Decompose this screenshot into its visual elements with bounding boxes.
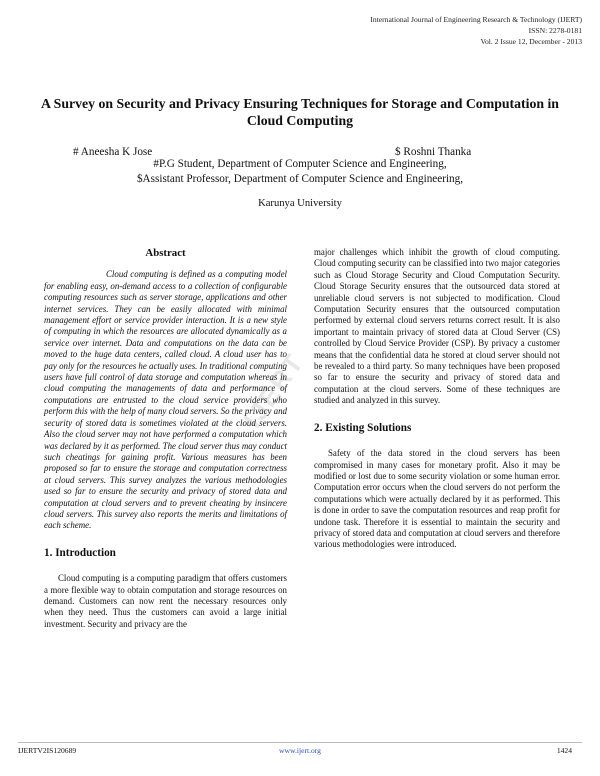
abstract-heading: Abstract bbox=[145, 247, 186, 259]
right-column bbox=[314, 247, 560, 551]
journal-header bbox=[370, 14, 582, 47]
left-column bbox=[44, 248, 287, 630]
existing-solutions-text: Safety of the data stored in the cloud servers has been compromised in many cases for monetary profit. Also it may be modified or lost due to some security violation or some human error. Computation error occurs when the cloud servers do not perform the computations which were actually declared by it as performed. This is done in order to save the computation resources and reap profit for undone task. Therefore it is essential to maintain the security and privacy of stored data and computation at cloud servers and therefore various methodologies were introduced. bbox=[314, 448, 560, 550]
journal-name: International Journal of Engineering Research & Technology (IJERT) bbox=[370, 15, 582, 24]
author-first: # Aneesha K Jose bbox=[73, 146, 153, 158]
paper-title: A Survey on Security and Privacy Ensuring Techniques for Storage and Computation in Cloud Computing bbox=[41, 96, 559, 128]
introduction-text: Cloud computing is a computing paradigm that offers customers a more flexible way to obtain computation and storage resources on demand. Customers can now rent the necessary resources only when they need. Thus the customers can avoid a large initial investment. Security and privacy are the bbox=[44, 573, 287, 629]
affiliation-second: $Assistant Professor, Department of Computer Science and Engineering, bbox=[136, 173, 464, 185]
paper-id: IJERTV2IS120689 bbox=[18, 746, 77, 755]
abstract-text: Cloud computing is defined as a computing model for enabling easy, on-demand access to a collection of configurable computing resources such as server storage, applications and other internet services. They can be easily allocated with minimal management effort or service provider interaction. It is a new style of computing in which the resources are allocated dynamically as a service over internet. Data and computations on the data can be moved to the huge data centers, called cloud. A cloud user has to pay only for the resources he actually uses. In traditional computing users have full control of data storage and computation whereas in cloud computing the managements of data and performance of computations are entrusted to the cloud service providers who perform this with the help of many cloud servers. So the privacy and security of stored data is sometimes violated at the cloud servers. Also the cloud server may not have performed a computation which was declared by it as performed. The cloud server thus may conduct such cheatings for gaining profit. Various measures has been proposed so far to ensure the storage and computation correctness at cloud servers. This survey analyzes the various methodologies used so far to ensure the security and privacy of stored data and computation at cloud servers and to prevent cheating by insincere cloud servers. This survey also reports the merits and limitations of each scheme. bbox=[44, 269, 287, 531]
introduction-heading: 1. Introduction bbox=[44, 546, 116, 559]
journal-volume: Vol. 2 Issue 12, December - 2013 bbox=[480, 37, 582, 46]
journal-issn: ISSN: 2278-0181 bbox=[528, 26, 582, 35]
footer-rule bbox=[18, 742, 582, 743]
journal-website-link[interactable]: www.ijert.org bbox=[279, 746, 321, 755]
page-number: 1424 bbox=[556, 746, 572, 755]
author-second: $ Roshni Thanka bbox=[395, 146, 472, 158]
existing-solutions-heading: 2. Existing Solutions bbox=[314, 421, 412, 434]
introduction-continuation: major challenges which inhibit the growth of cloud computing. Cloud computing security can be classified into two major categories such as Cloud Storage Security and Cloud Computation Security. Cloud Storage Security ensures that the outsourced data stored at unreliable cloud servers is not subjected to modification. Cloud Computation Security ensures that the outsourced computation performed by external cloud servers returns correct result. It is also important to maintain privacy of stored data at Cloud Server (CS) controlled by Cloud Service Provider (CSP). By privacy a customer means that the confidential data he stored at cloud server should not be revealed to a third party. So many techniques have been proposed so far to ensure the security and privacy of stored data and computation at the cloud servers. Some of these techniques are studied and analyzed in this survey. bbox=[314, 247, 560, 406]
affiliation-first: #P.G Student, Department of Computer Science and Engineering, bbox=[153, 158, 447, 170]
institution: Karunya University bbox=[258, 198, 342, 209]
watermark: IJERT bbox=[237, 347, 310, 434]
